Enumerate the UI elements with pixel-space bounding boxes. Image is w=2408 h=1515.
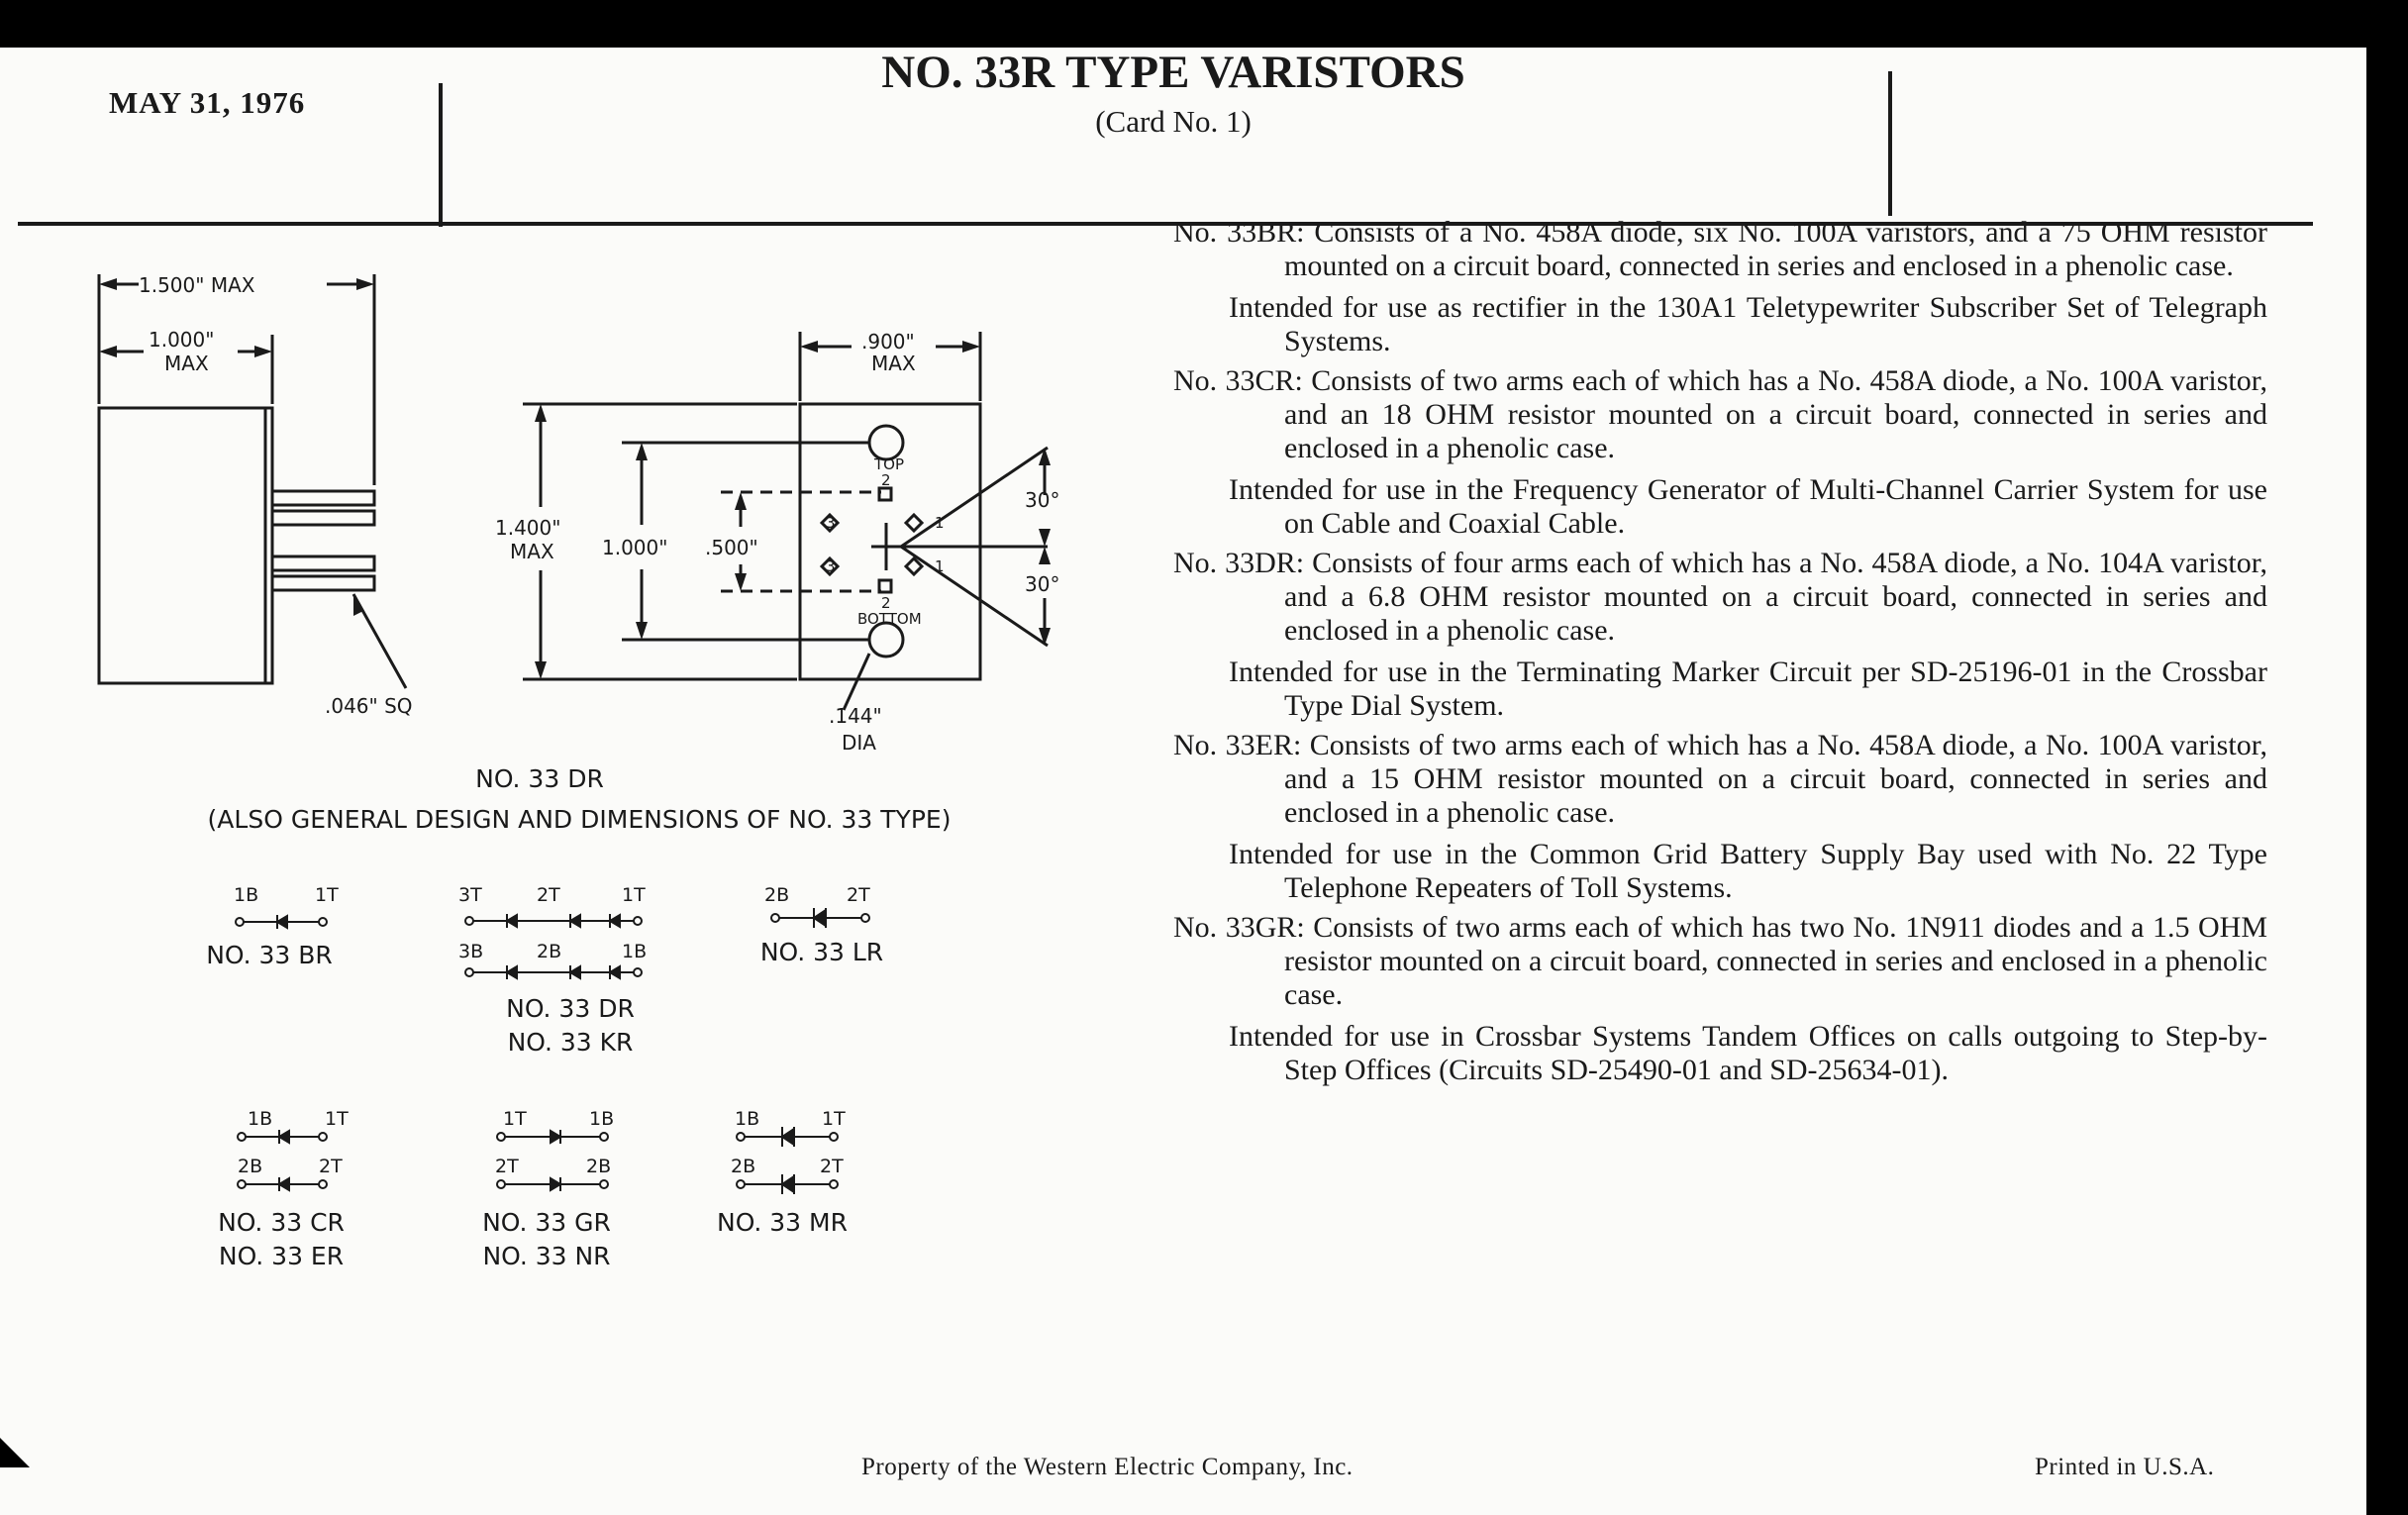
schematic-label-nr: NO. 33 NR (482, 1242, 611, 1270)
schematic-label-er: NO. 33 ER (218, 1242, 345, 1270)
mr-terminal-2t: 2T (820, 1156, 844, 1177)
dr-terminal-3b: 3B (458, 941, 484, 962)
pin-label-3-lower: 3 (826, 557, 836, 575)
drawing-caption-model: NO. 33 DR (475, 764, 604, 793)
dim-1400: 1.400" (495, 516, 561, 540)
dr-terminal-1b: 1B (622, 941, 648, 962)
card-date: MAY 31, 1976 (109, 85, 306, 120)
pin-label-1-lower: 1 (935, 557, 945, 575)
gr-terminal-1b: 1B (589, 1108, 615, 1130)
desc-33br-intended: Intended for use as rectifier in the 130A1 Teletypewriter Subscriber Set of Telegraph Systems. (1229, 291, 2267, 357)
angle-bottom: 30° (1025, 572, 1060, 596)
dr-terminal-3t: 3T (458, 884, 482, 906)
pin-label-3-upper: 3 (826, 514, 836, 532)
front-view-body (800, 404, 980, 679)
footer-printed: Printed in U.S.A. (2035, 1454, 2215, 1480)
card-cut-corner (0, 1438, 30, 1467)
drawing-caption-general: (ALSO GENERAL DESIGN AND DIMENSIONS OF NO. 33 TYPE) (207, 805, 952, 834)
cr-terminal-1b: 1B (248, 1108, 273, 1130)
desc-33dr: No. 33DR: Consists of four arms each of which has a No. 458A diode, a No. 104A varistor, and a 6.8 OHM resistor mounted on a circuit board, connected in series and enclosed in a phenolic case. (1173, 547, 2267, 647)
schematic-label-br: NO. 33 BR (206, 941, 333, 969)
cr-terminal-2t: 2T (319, 1156, 343, 1177)
pin-label-2-top: 2 (881, 471, 891, 489)
card-title: NO. 33R TYPE VARISTORS (881, 47, 1465, 98)
dim-900: .900" (861, 330, 915, 354)
dim-900-max: MAX (871, 352, 916, 375)
angle-top: 30° (1025, 488, 1060, 512)
desc-33er: No. 33ER: Consists of two arms each of which has a No. 458A diode, a No. 100A varistor, and a 15 OHM resistor mounted on a circuit board, connected in series and enclosed in a phenolic case. (1173, 729, 2267, 829)
cr-terminal-2b: 2B (238, 1156, 263, 1177)
dim-1400-max: MAX (510, 540, 554, 563)
footer-property: Property of the Western Electric Company, Inc. (861, 1454, 1354, 1480)
schematic-label-mr: NO. 33 MR (717, 1208, 848, 1237)
schematic-label-kr: NO. 33 KR (507, 1028, 634, 1057)
pin-label-2-bottom: 2 (881, 594, 891, 612)
desc-33er-intended: Intended for use in the Common Grid Battery Supply Bay used with No. 22 Type Telephone Repeaters of Toll Systems. (1229, 838, 2267, 904)
desc-33br: No. 33BR: Consists of a No. 458A diode, six No. 100A varistors, and a 75 OHM resistor mounted on a circuit board, connected in series and enclosed in a phenolic case. (1173, 216, 2267, 282)
dia-size: .144" (829, 704, 882, 728)
schematic-label-dr: NO. 33 DR (506, 994, 635, 1023)
dr-terminal-1t: 1T (622, 884, 646, 906)
card-subtitle: (Card No. 1) (1095, 104, 1252, 139)
dim-1000-side-max: MAX (164, 352, 209, 375)
lr-terminal-2: 2T (847, 884, 870, 906)
desc-33cr-intended: Intended for use in the Frequency Generator of Multi-Channel Carrier System for use on Cable and Coaxial Cable. (1229, 473, 2267, 540)
dim-1000-front: 1.000" (602, 536, 668, 559)
cr-terminal-1t: 1T (325, 1108, 349, 1130)
dr-terminal-2t: 2T (537, 884, 560, 906)
mr-terminal-1b: 1B (735, 1108, 760, 1130)
varistor-descriptions (1173, 216, 2267, 1093)
header-divider-right (1888, 71, 1892, 216)
schematic-label-gr: NO. 33 GR (482, 1208, 611, 1237)
label-top: TOP (874, 455, 905, 473)
mr-terminal-1t: 1T (822, 1108, 846, 1130)
side-view-body (99, 408, 272, 683)
gr-terminal-1t: 1T (503, 1108, 527, 1130)
dim-1500: 1.500" MAX (139, 273, 255, 297)
pin-size: .046" SQ (325, 694, 413, 718)
schematic-label-cr: NO. 33 CR (218, 1208, 345, 1237)
lr-terminal-1: 2B (764, 884, 790, 906)
gr-terminal-2b: 2B (586, 1156, 612, 1177)
br-terminal-2: 1T (315, 884, 339, 906)
desc-33dr-intended: Intended for use in the Terminating Marker Circuit per SD-25196-01 in the Crossbar Type Dial System. (1229, 656, 2267, 722)
gr-terminal-2t: 2T (495, 1156, 519, 1177)
desc-33gr: No. 33GR: Consists of two arms each of which has two No. 1N911 diodes and a 1.5 OHM resistor mounted on a circuit board, connected in series and enclosed in a phenolic case. (1173, 911, 2267, 1011)
varistor-dimension-drawing (0, 0, 1188, 1307)
br-terminal-1: 1B (234, 884, 259, 906)
pin-label-1-upper: 1 (935, 514, 945, 532)
label-bottom: BOTTOM (857, 610, 922, 628)
dia-label: DIA (842, 731, 876, 755)
desc-33gr-intended: Intended for use in Crossbar Systems Tandem Offices on calls outgoing to Step-by-Step Offices (Circuits SD-25490-01 and SD-25634-01). (1229, 1020, 2267, 1086)
desc-33cr: No. 33CR: Consists of two arms each of which has a No. 458A diode, a No. 100A varistor, and an 18 OHM resistor mounted on a circuit board, connected in series and enclosed in a phenolic case. (1173, 364, 2267, 464)
dim-500: .500" (705, 536, 758, 559)
schematic-label-lr: NO. 33 LR (759, 938, 884, 966)
mr-terminal-2b: 2B (731, 1156, 756, 1177)
dr-terminal-2b: 2B (537, 941, 562, 962)
pin-1 (272, 491, 374, 505)
dim-1000-side: 1.000" (149, 328, 215, 352)
